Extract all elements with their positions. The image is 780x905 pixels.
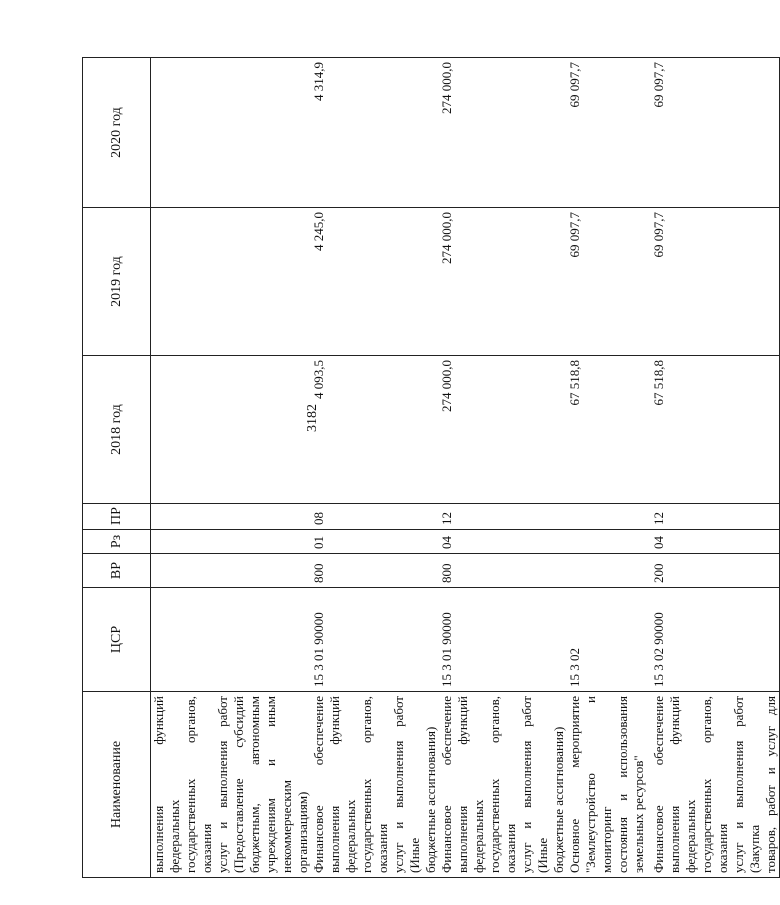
cell-2019: 4 245,0: [311, 208, 439, 356]
cell-2020: 69 097,7: [651, 58, 780, 208]
cell-rz: 01: [311, 530, 439, 554]
cell-2018: 4 093,5: [311, 356, 439, 504]
cell-rz: 04: [651, 530, 780, 554]
cell-csr: 15 3 02: [567, 588, 651, 692]
name-line: состояния и использования: [615, 696, 630, 873]
cell-pr: [151, 504, 312, 530]
name-line: услуг и выполнения работ (Закупка: [731, 696, 762, 873]
cell-vr: 200: [651, 554, 780, 588]
row-name: [651, 692, 780, 878]
name-line: некоммерческим организациям): [279, 780, 310, 873]
cell-pr: [567, 504, 651, 530]
cell-csr: 15 3 01 90000: [439, 588, 567, 692]
header-rz: Рз: [83, 530, 151, 554]
name-line: выполнения функций федеральных: [151, 696, 182, 873]
row-name: [311, 692, 439, 878]
header-2018: 2018 год: [83, 356, 151, 504]
cell-2018: 67 518,8: [651, 356, 780, 504]
name-line: бюджетные ассигнования): [551, 726, 566, 873]
cell-2019: 69 097,7: [567, 208, 651, 356]
cell-2020: [151, 58, 312, 208]
cell-2020: 274 000,0: [439, 58, 567, 208]
name-line: выполнения функций федеральных: [455, 696, 486, 873]
name-line: Финансовое обеспечение: [651, 696, 666, 873]
table-row: [567, 58, 651, 878]
name-line: государственных органов, оказания: [487, 696, 518, 873]
row-name: [439, 692, 567, 878]
name-line: товаров, работ и услуг для: [763, 696, 778, 873]
name-line: земельных ресурсов": [631, 755, 646, 873]
header-vr: ВР: [83, 554, 151, 588]
cell-rz: [567, 530, 651, 554]
cell-pr: 12: [651, 504, 780, 530]
cell-2019: 274 000,0: [439, 208, 567, 356]
header-2019: 2019 год: [83, 208, 151, 356]
table-row: [439, 58, 567, 878]
cell-2020: 4 314,9: [311, 58, 439, 208]
cell-pr: 08: [311, 504, 439, 530]
name-line: Финансовое обеспечение: [439, 696, 454, 873]
name-line: услуг и выполнения работ: [215, 696, 230, 873]
table-header-row: [83, 58, 151, 878]
name-line: государственных органов, оказания: [183, 696, 214, 873]
name-line: (Предоставление субсидий: [231, 696, 246, 873]
cell-2020: 69 097,7: [567, 58, 651, 208]
cell-csr: 15 3 02 90000: [651, 588, 780, 692]
table-row: [651, 58, 780, 878]
table-row: [311, 58, 439, 878]
name-line: Финансовое обеспечение: [311, 696, 326, 873]
name-line: Основное мероприятие: [567, 696, 582, 873]
rotated-page: [82, 58, 778, 878]
cell-vr: 800: [311, 554, 439, 588]
cell-2019: [151, 208, 312, 356]
name-line: государственных органов, оказания: [359, 696, 390, 873]
cell-csr: 15 3 01 90000: [311, 588, 439, 692]
name-line: "Землеустройство и мониторинг: [583, 696, 614, 873]
cell-2018: 274 000,0: [439, 356, 567, 504]
cell-vr: 800: [439, 554, 567, 588]
row-name: [151, 692, 312, 878]
table-row: [151, 58, 312, 878]
cell-vr: [567, 554, 651, 588]
cell-vr: [151, 554, 312, 588]
cell-2018: [151, 356, 312, 504]
name-line: бюджетным, автономным: [247, 696, 262, 873]
cell-rz: [151, 530, 312, 554]
name-line: государственных органов, оказания: [699, 696, 730, 873]
cell-2018: 67 518,8: [567, 356, 651, 504]
header-2020: 2020 год: [83, 58, 151, 208]
name-line: бюджетные ассигнования): [423, 726, 438, 873]
name-line: услуг и выполнения работ (Иные: [391, 696, 422, 873]
page-number: 3182: [305, 404, 320, 432]
budget-table: [82, 57, 780, 878]
header-csr: ЦСР: [83, 588, 151, 692]
cell-csr: [151, 588, 312, 692]
name-line: выполнения функций федеральных: [667, 696, 698, 873]
header-pr: ПР: [83, 504, 151, 530]
header-name: Наименование: [83, 692, 151, 878]
cell-pr: 12: [439, 504, 567, 530]
name-line: услуг и выполнения работ (Иные: [519, 696, 550, 873]
name-line: учреждениям и иным: [263, 696, 278, 873]
name-line: выполнения функций федеральных: [327, 696, 358, 873]
cell-2019: 69 097,7: [651, 208, 780, 356]
cell-rz: 04: [439, 530, 567, 554]
row-name: [567, 692, 651, 878]
